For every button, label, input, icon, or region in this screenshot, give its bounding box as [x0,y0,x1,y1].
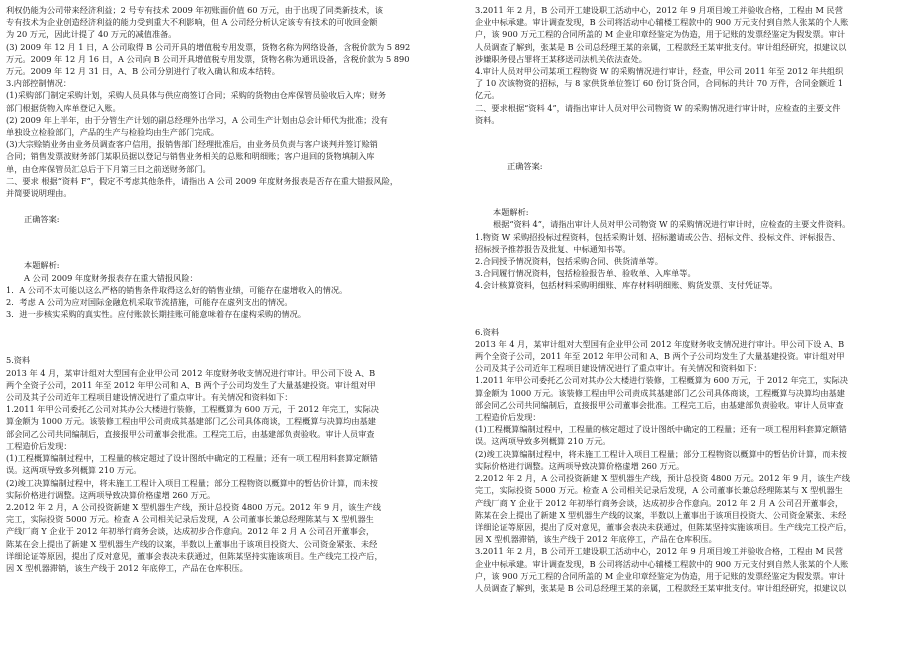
analysis-block [475,218,915,291]
text-line: 企业中标承建。审计调查发现，B 公司将活动中心辅楼工程款中的 900 万元支付到自然人张某的个人账 [475,558,849,569]
text-line: 完工，实际投资 5000 万元。检查 A 公司相关记录后发现，A 公司董事长兼总经理陈某与 X 型机器生 [475,485,843,496]
text-line: 陈某在会上提出了新建 X 型机器生产线的议案，半数以上董事出于该项目投资大、公司资金紧张、未经 [6,538,378,549]
analysis-line: 2.合同授予情况资料，包括采购合同、供货清单等。 [475,256,663,267]
text-line: 算金额为 1000 万元。该装修工程由甲公司责成其基建部门乙公司具体商谈，工程概算与决算均由基建 [6,416,376,427]
text-line: 工程造价后发现： [475,412,541,423]
text-line: 部会同乙公司共同编制后，直接报甲公司董事会批准。工程完工后，由基建部负责验收。审计人员审查 [475,399,844,410]
text-line: 人员调查了解到，张某是 B 公司总经理王某的亲属，工程款经王某审批支付。审计组经研究，拟建议以 [475,41,847,52]
text-line: 因 X 型机器滞销，该生产线于 2012 年底停工，产品在仓库积压。 [475,534,717,545]
text-line: 部门根据货物入库单登记入账。 [6,102,121,113]
text-line: 户，该 900 万元工程的合同所盖的 M 企业印章经鉴定为伪造，用于记账的发票经鉴定为假发票。审计 [475,29,846,40]
material-continued [6,4,458,199]
analysis-line: 3.合同履行情况资料，包括检验报告单、验收单、入库单等。 [475,268,696,279]
text-line: 产线厂商 Y 企业于 2012 年初举行商务会谈，达成初步合作意向。2012 年 2 月 A 公司召开董事会， [6,526,375,537]
text-line: (1)工程概算编制过程中，工程量的核定超过了设计图纸中确定的工程量；还有一项工程用料套算定额错 [6,453,378,464]
text-line: (2) 2009 年上半年，由于分管生产计划的副总经理外出学习，A 公司生产计划由总会计师代为批准；没有 [6,114,388,125]
analysis-label: 本题解析: [493,207,529,218]
analysis-line: 4.会计核算资料，包括材料采购明细账、库存材料明细账、购货发票、支付凭证等。 [475,280,778,291]
analysis-line: 根据“资料 4”，请指出审计人员对甲公司物资 W 的采购情况进行审计时，应检查的主要文件资料。 [493,219,851,230]
text-line: (3)大宗赊销业务由业务员调查客户信用，报销售部门经理批准后，由业务员负责与客户谈判并签订赊销 [6,139,378,150]
text-line: 1.2011 年甲公司委托乙公司对其办公大楼进行装修，工程概算为 600 万元，于 2012 年完工，实际决 [6,404,379,415]
text-line: 了 10 次该物资的招标，与 8 家供货单位签订 60 份订货合同，合同标的共计 70 万件，合同金额近 1 [475,78,844,89]
section-title: 5.资料 [6,355,31,366]
text-line: 企业中标承建。审计调查发现，B 公司将活动中心辅楼工程款中的 900 万元支付到自然人张某的个人账 [475,17,849,28]
text-line: 误。这两项导致多列概算 210 万元。 [6,465,142,476]
text-line: 因 X 型机器滞销，该生产线于 2012 年底停工，产品在仓库积压。 [6,562,248,573]
text-line: 公司及其子公司近年工程项目建设情况进行了重点审计。有关情况和资料如下： [475,363,762,374]
text-line: (1)采购部门制定采购计划，采购人员具体与供应商签订合同；采购的货物由仓库保管员验收后入库；财务 [6,90,387,101]
text-line: 2013 年 4 月，某审计组对大型国有企业甲公司 2012 年度财务收支情况进行审计。甲公司下设 A、B [475,338,845,349]
analysis-line: 2．考虑 A 公司为应对国际金融危机采取节流措施，可能存在虚列支出的情况。 [6,297,293,308]
text-line: (3) 2009 年 12 月 1 日，A 公司取得 B 公司开具的增值税专用发票，货物名称为网络设备，含税价款为 5 892 [6,41,411,52]
section-title: 6.资料 [475,326,500,337]
text-line: 并简要说明理由。 [6,188,72,199]
right-column [475,4,915,594]
text-line: 亿元。 [475,90,500,101]
analysis-line: A 公司 2009 年度财务报表存在重大错报风险： [24,272,198,283]
analysis-label: 本题解析: [24,260,60,271]
text-line: 3.2011 年 2 月，B 公司开工建设职工活动中心，2012 年 9 月项目竣工并验收合格，工程由 M 民营 [475,546,843,557]
text-line: (2)竣工决算编制过程中，将未施工工程计入项目工程量；部分工程物资以概算中的暂估价计算，而未按 [475,448,847,459]
text-line: 利权仍能为公司带来经济利益；2 号专有技术 2009 年初账面价值 60 万元，由于出现了同类新技术，该 [6,5,383,15]
text-line: 完工，实际投资 5000 万元。检查 A 公司相关记录后发现，A 公司董事长兼总经理陈某与 X 型机器生 [6,514,374,525]
text-line: 算金额为 1000 万元。该装修工程由甲公司责成其基建部门乙公司具体商谈，工程概算与决算均由基建 [475,387,845,398]
text-line: 为 20 万元，因此计提了 40 万元的减值准备。 [6,29,177,40]
text-line: 资料。 [475,114,500,125]
text-line: (2)竣工决算编制过程中，将未施工工程计入项目工程量；部分工程物资以概算中的暂估价计算，而未按 [6,477,378,488]
text-line: 实际价格进行调整。这两项导致决算价格虚增 260 万元。 [475,460,685,471]
section-6-body [475,338,915,594]
section-5-body [6,367,458,574]
text-line: 涉嫌职务侵占罪将王某移送司法机关依法查处。 [475,53,647,64]
text-line: 两个全资子公司，2011 年至 2012 年甲公司和 A、B 两个子公司均发生了大量基建投资。审计组对甲 [6,379,376,390]
answer-label: 正确答案: [507,161,543,172]
analysis-line: 1．A 公司不太可能以这么严格的销售条件取得这么好的销售业绩，可能存在虚增收入的情况。 [6,284,348,295]
text-line: 3.内部控制情况： [6,78,72,89]
analysis-line: 3．进一步核实采购的真实性。应付账款长期挂账可能意味着存在虚构采购的情况。 [6,309,306,320]
text-line: 两个全资子公司，2011 年至 2012 年甲公司和 A、B 两个子公司均发生了大量基建投资。审计组对甲 [475,351,845,362]
text-line: 工程造价后发现： [6,440,72,451]
text-line: 万元。2009 年 12 月 16 日，A 公司向 B 公司开具增值税专用发票，货物名称为通讯设备，含税价款为 5 890 [6,53,410,64]
text-line: 部会同乙公司共同编制后，直接报甲公司董事会批准。工程完工后，由基建部负责验收。审计人员审查 [6,428,375,439]
text-line: 2.2012 年 2 月，A 公司投资新建 X 型机器生产线，预计总投资 4800 万元。2012 年 9 月，该生产线 [6,501,381,512]
text-line: 户，该 900 万元工程的合同所盖的 M 企业印章经鉴定为伪造，用于记账的发票经鉴定为假发票。审计 [475,570,846,581]
text-line: 二、要求 根据“资料 F”，假定不考虑其他条件，请指出 A 公司 2009 年度财务报表是否存在重大错报风险， [6,175,399,186]
text-line: 人员调查了解到，张某是 B 公司总经理王某的亲属，工程款经王某审批支付。审计组经研究，拟建议以 [475,582,847,593]
text-line: 二、要求根据“资料 4”，请指出审计人员对甲公司物资 W 的采购情况进行审计时，应检查的主要文件 [475,102,841,113]
text-line: (1)工程概算编制过程中，工程量的核定超过了设计图纸中确定的工程量；还有一项工程用料套算定额错 [475,424,847,435]
left-column [6,4,458,574]
text-line: 单，由仓库保管员汇总后于下月第三日之前送财务部门。 [6,163,211,174]
analysis-line: 1.物资 W 采购招投标过程资料，包括采购计划、招标邀请或公告、招标文件、投标文件、评标报告、 [475,231,841,242]
material-item-3-4 [475,4,915,126]
text-line: 1.2011 年甲公司委托乙公司对其办公大楼进行装修，工程概算为 600 万元，于 2012 年完工，实际决 [475,375,848,386]
analysis-block [6,272,458,321]
text-line: 专有技术为企业创造经济利益的能力受到重大不利影响，但 A 公司经分析认定该专有技术的可收回金额 [6,17,378,28]
text-line: 详细论证等原因，提出了反对意见，董事会表决未获通过，但陈某坚持实施该项目。生产线完工投产后， [6,550,383,561]
text-line: 详细论证等原因，提出了反对意见，董事会表决未获通过，但陈某坚持实施该项目。生产线完工投产后， [475,521,852,532]
text-line: 2.2012 年 2 月，A 公司投资新建 X 型机器生产线，预计总投资 4800 万元。2012 年 9 月，该生产线 [475,473,850,484]
text-line: 万元。2009 年 12 月 31 日，A、B 公司分别进行了收入确认和成本结转。 [6,66,280,77]
text-line: 2013 年 4 月，某审计组对大型国有企业甲公司 2012 年度财务收支情况进行审计。甲公司下设 A、B [6,367,376,378]
text-line: 单独设立检验部门，产品的生产与检验均由生产部门完成。 [6,127,219,138]
text-line: 误。这两项导致多列概算 210 万元。 [475,436,611,447]
answer-label: 正确答案: [24,214,60,225]
text-line: 4.审计人员对甲公司某项工程物资 W 的采购情况进行审计，经查，甲公司 2011 年至 2012 年共组织 [475,66,844,77]
analysis-line: 招标授予推荐报告及批复、中标通知书等。 [475,243,631,254]
text-line: 合同；销售发票波财务部门某职员据以登记与销售业务相关的总账和明细账；客户退回的货物填制入库 [6,151,375,162]
text-line: 公司及其子公司近年工程项目建设情况进行了重点审计。有关情况和资料如下： [6,392,293,403]
text-line: 陈某在会上提出了新建 X 型机器生产线的议案，半数以上董事出于该项目投资大、公司资金紧张、未经 [475,509,847,520]
text-line: 实际价格进行调整。这两项导致决算价格虚增 260 万元。 [6,489,216,500]
text-line: 产线厂商 Y 企业于 2012 年初举行商务会谈，达成初步合作意向。2012 年 2 月 A 公司召开董事会， [475,497,844,508]
text-line: 3.2011 年 2 月，B 公司开工建设职工活动中心，2012 年 9 月项目竣工并验收合格，工程由 M 民营 [475,5,843,15]
